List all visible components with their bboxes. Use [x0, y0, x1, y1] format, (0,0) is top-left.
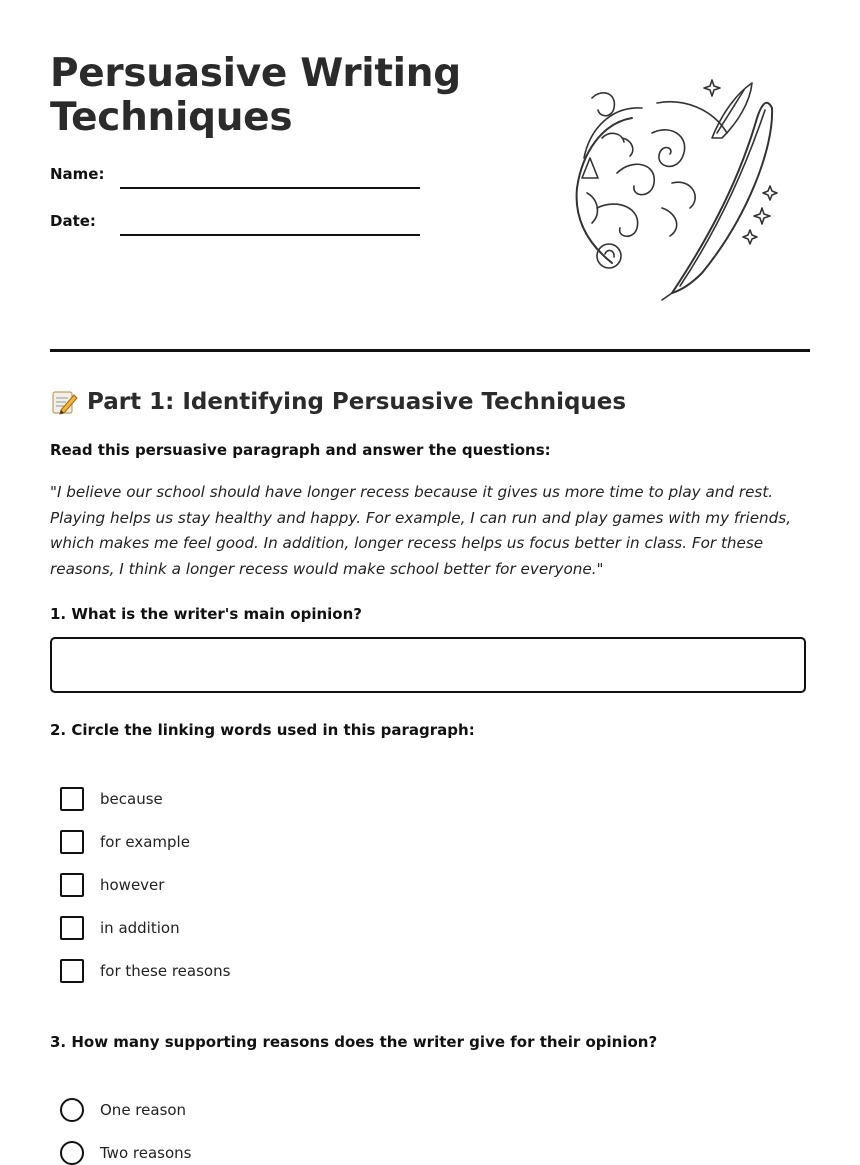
checkbox[interactable] — [60, 916, 84, 940]
option-label: because — [100, 790, 163, 808]
worksheet-title: Persuasive Writing Techniques — [50, 51, 461, 140]
quill-pen-illustration — [562, 78, 782, 303]
checkbox[interactable] — [60, 830, 84, 854]
option-label: for example — [100, 833, 190, 851]
option-label: for these reasons — [100, 962, 231, 980]
name-line[interactable] — [120, 187, 420, 189]
part1-heading-text: Part 1: Identifying Persuasive Techniques — [87, 389, 627, 415]
option-label: however — [100, 876, 165, 894]
question-2: 2. Circle the linking words used in this paragraph: — [50, 721, 475, 739]
option-two-reasons[interactable] — [60, 1141, 191, 1165]
option-one-reason[interactable] — [60, 1098, 186, 1122]
reading-instruction: Read this persuasive paragraph and answer the questions: — [50, 441, 551, 459]
option-label: Two reasons — [100, 1144, 192, 1162]
option-for-these-reasons[interactable] — [60, 959, 230, 983]
date-line[interactable] — [120, 234, 420, 236]
part1-heading — [50, 388, 626, 416]
memo-icon — [50, 388, 78, 416]
checkbox[interactable] — [60, 787, 84, 811]
option-however[interactable] — [60, 873, 164, 897]
radio-button[interactable] — [60, 1098, 84, 1122]
question-3: 3. How many supporting reasons does the writer give for their opinion? — [50, 1033, 658, 1051]
option-for-example[interactable] — [60, 830, 190, 854]
question-1: 1. What is the writer's main opinion? — [50, 605, 362, 623]
option-because[interactable] — [60, 787, 163, 811]
option-label: in addition — [100, 919, 180, 937]
section-divider — [50, 349, 810, 352]
radio-button[interactable] — [60, 1141, 84, 1165]
option-in-addition[interactable] — [60, 916, 180, 940]
date-label: Date: — [50, 212, 96, 230]
name-label: Name: — [50, 165, 105, 183]
question-1-answer-box[interactable] — [50, 637, 806, 693]
checkbox[interactable] — [60, 959, 84, 983]
persuasive-paragraph: "I believe our school should have longer recess because it gives us more time to play and rest. Playing helps us stay healthy and happy. For example, I can run and play games with my friends, which makes me feel good. In addition, longer recess helps us focus better in class. For these reasons, I think a longer recess would make school better for everyone." — [50, 483, 792, 578]
option-label: One reason — [100, 1101, 187, 1119]
checkbox[interactable] — [60, 873, 84, 897]
